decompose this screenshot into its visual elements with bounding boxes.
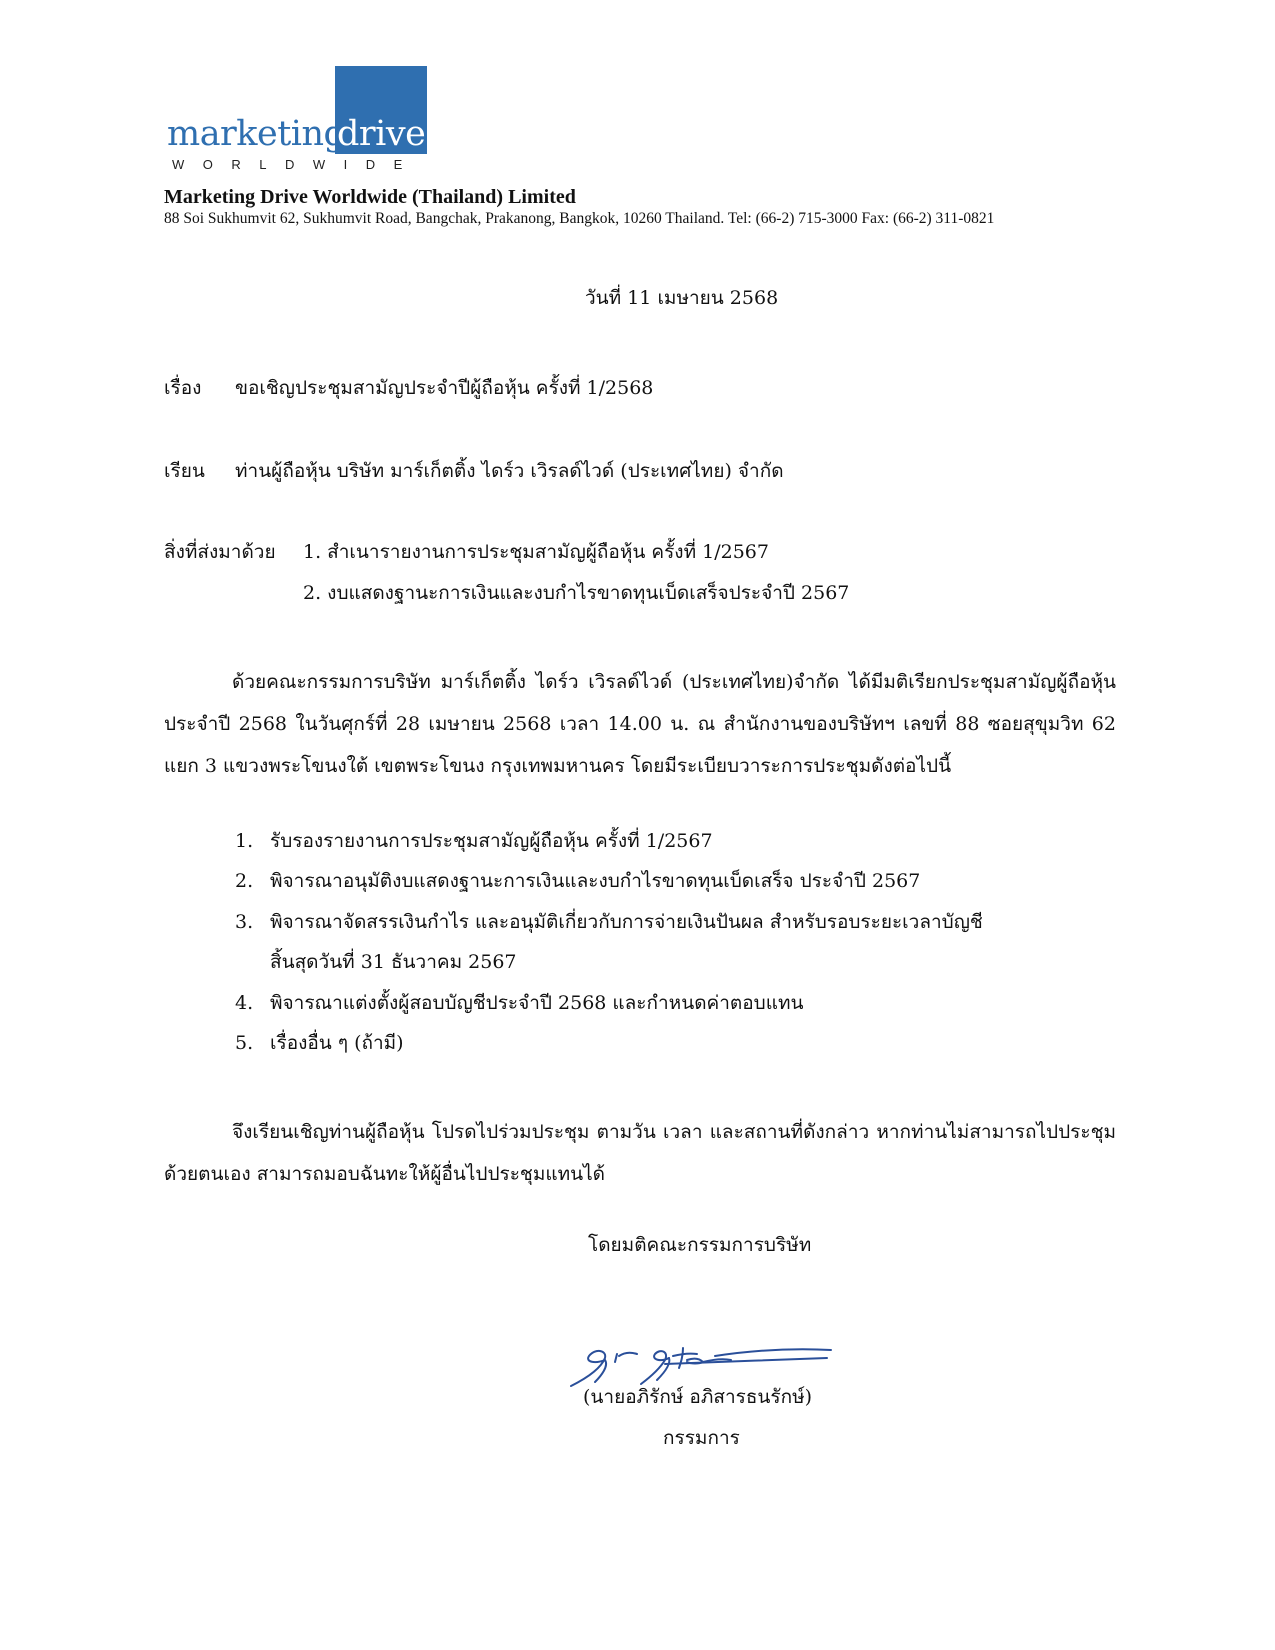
- agenda-number: 5.: [235, 1032, 254, 1054]
- agenda-number: 4.: [235, 992, 254, 1014]
- agenda-item-continuation: สิ้นสุดวันที่ 31 ธันวาคม 2567: [270, 951, 517, 973]
- logo-word-marketing: marketing: [167, 114, 346, 154]
- by-resolution: โดยมติคณะกรรมการบริษัท: [588, 1234, 812, 1256]
- enclosure-item: 1. สำเนารายงานการประชุมสามัญผู้ถือหุ้น ครั้งที่ 1/2567: [303, 541, 769, 563]
- closing-paragraph: [164, 1111, 1116, 1195]
- body-paragraph: [164, 661, 1116, 787]
- enclosure-item: 2. งบแสดงฐานะการเงินและงบกำไรขาดทุนเบ็ดเสร็จประจำปี 2567: [303, 582, 850, 604]
- to-label: เรียน: [164, 460, 205, 482]
- agenda-item: รับรองรายงานการประชุมสามัญผู้ถือหุ้น ครั้งที่ 1/2567: [270, 830, 713, 852]
- company-name: Marketing Drive Worldwide (Thailand) Limited: [164, 186, 576, 208]
- agenda-item: พิจารณาอนุมัติงบแสดงฐานะการเงินและงบกำไรขาดทุนเบ็ดเสร็จ ประจำปี 2567: [270, 870, 921, 892]
- enclosures-label: สิ่งที่ส่งมาด้วย: [164, 541, 276, 563]
- body-paragraph-text: ด้วยคณะกรรมการบริษัท มาร์เก็ตติ้ง ไดร์ว เวิรลด์ไวด์ (ประเทศไทย)จำกัด ได้มีมติเรียกประชุมสามัญผู้ถือหุ้นประจำปี 2568 ในวันศุกร์ที่ 28 เมษายน 2568 เวลา 14.00 น. ณ สำนักงานของบริษัทฯ เลขที่ 88 ซอยสุขุมวิท 62 แยก 3 แขวงพระโขนงใต้ เขตพระโขนง กรุงเทพมหานคร โดยมีระเบียบวาระการประชุมดังต่อไปนี้: [164, 671, 1116, 777]
- subject-text: ขอเชิญประชุมสามัญประจำปีผู้ถือหุ้น ครั้งที่ 1/2568: [235, 377, 654, 399]
- logo-word-drive: drive: [337, 114, 426, 154]
- agenda-item: พิจารณาแต่งตั้งผู้สอบบัญชีประจำปี 2568 และกำหนดค่าตอบแทน: [270, 992, 804, 1014]
- agenda-item: พิจารณาจัดสรรเงินกำไร และอนุมัติเกี่ยวกับการจ่ายเงินปันผล สำหรับรอบระยะเวลาบัญชี: [270, 911, 983, 933]
- signer-name: (นายอภิรักษ์ อภิสารธนรักษ์): [583, 1386, 813, 1408]
- agenda-number: 2.: [235, 870, 254, 892]
- closing-paragraph-text: จึงเรียนเชิญท่านผู้ถือหุ้น โปรดไปร่วมประชุม ตามวัน เวลา และสถานที่ดังกล่าว หากท่านไม่สามารถไปประชุมด้วยตนเอง สามารถมอบฉันทะให้ผู้อื่นไปประชุมแทนได้: [164, 1121, 1116, 1185]
- company-address: 88 Soi Sukhumvit 62, Sukhumvit Road, Bangchak, Prakanong, Bangkok, 10260 Thailand. Tel: (66-2) 715-3000 Fax: (66-2) 311-0821: [164, 210, 995, 227]
- agenda-number: 1.: [235, 830, 254, 852]
- agenda-number: 3.: [235, 911, 254, 933]
- letter-date: วันที่ 11 เมษายน 2568: [585, 287, 779, 309]
- to-text: ท่านผู้ถือหุ้น บริษัท มาร์เก็ตติ้ง ไดร์ว เวิรลด์ไวด์ (ประเทศไทย) จำกัด: [235, 460, 784, 482]
- agenda-item: เรื่องอื่น ๆ (ถ้ามี): [270, 1032, 404, 1054]
- signer-title: กรรมการ: [663, 1427, 740, 1449]
- logo-tagline: WORLDWIDE: [172, 157, 421, 172]
- subject-label: เรื่อง: [164, 377, 202, 399]
